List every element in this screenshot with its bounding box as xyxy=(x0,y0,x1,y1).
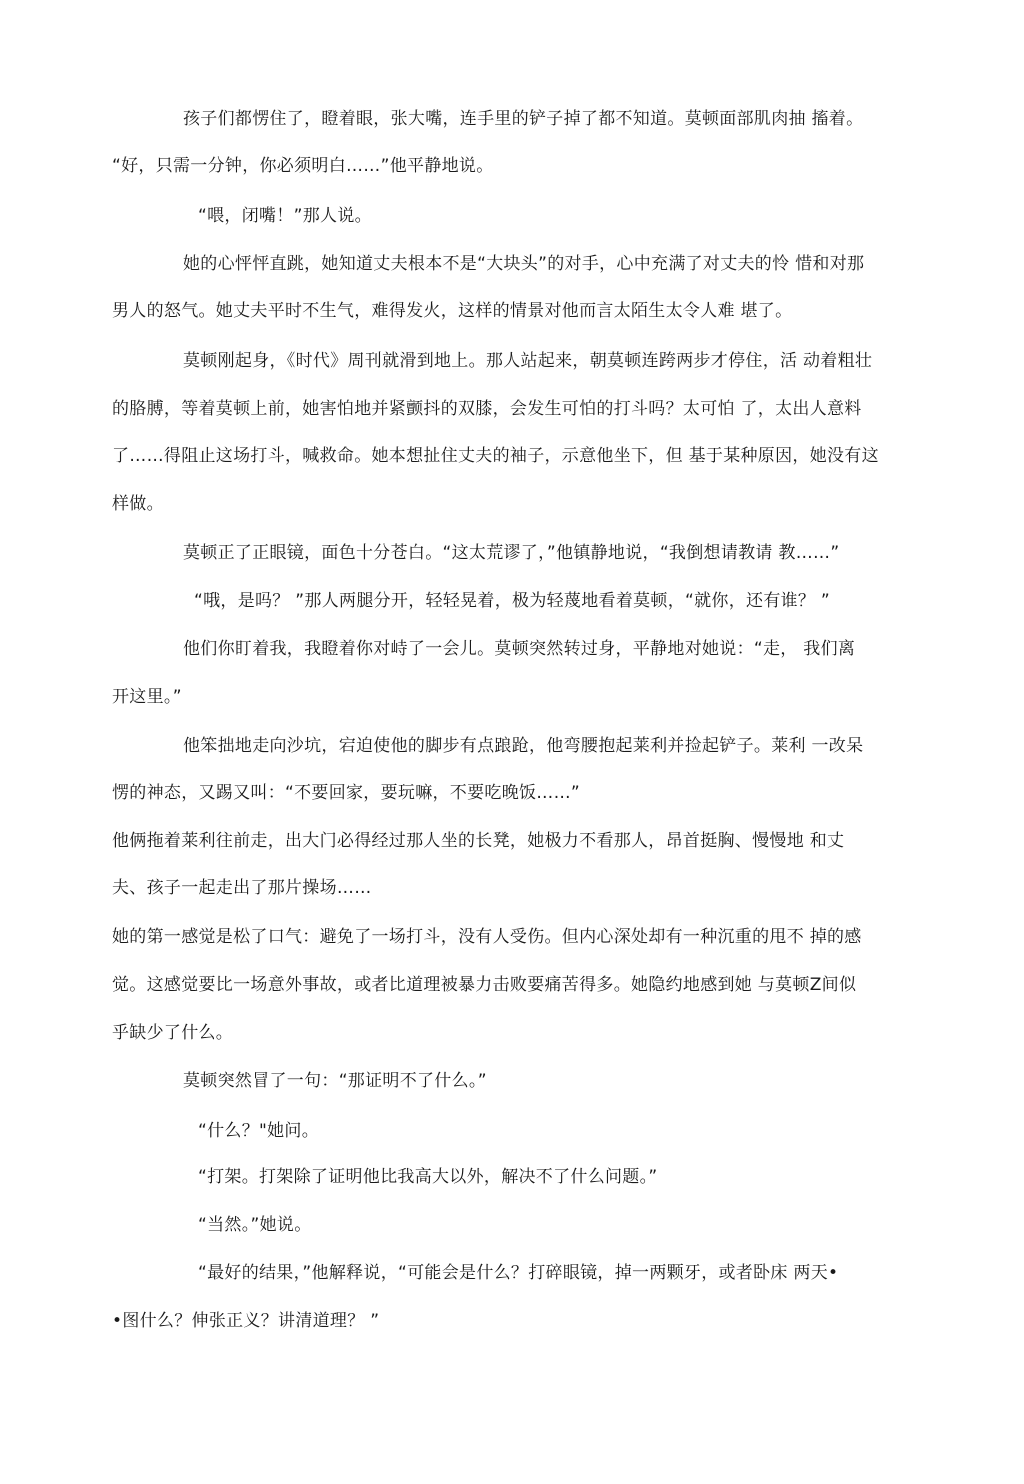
text-line: 开这里。” xyxy=(112,687,182,707)
text-line: 他笨拙地走向沙坑，宕迫使他的脚步有点踉跄，他弯腰抱起莱利并捡起铲子。莱利 一改呆 xyxy=(183,736,864,756)
text-line: 的胳膊，等着莫顿上前，她害怕地并紧颤抖的双膝，会发生可怕的打斗吗？太可怕 了，太出人意料 xyxy=(112,399,862,419)
text-line: 觉。这感觉要比一场意外事故，或者比道理被暴力击败要痛苦得多。她隐约地感到她 与莫顿Z间似 xyxy=(112,975,857,995)
text-line: 了……得阻止这场打斗，喊救命。她本想扯住丈夫的袖子，示意他坐下，但 基于某种原因，她没有这 xyxy=(112,446,879,466)
text-line: 乎缺少了什么。 xyxy=(112,1023,234,1043)
text-line: •图什么？伸张正义？讲清道理？ ” xyxy=(112,1311,380,1331)
text-line: 莫顿刚起身，《时代》周刊就滑到地上。那人站起来，朝莫顿连跨两步才停住，活 动着粗壮 xyxy=(183,351,873,371)
text-line: “当然。”她说。 xyxy=(198,1215,312,1235)
text-line: “打架。打架除了证明他比我高大以外，解决不了什么问题。” xyxy=(198,1167,658,1187)
text-line: 他俩拖着莱利往前走，出大门必得经过那人坐的长凳，她极力不看那人，昂首挺胸、慢慢地 和丈 xyxy=(112,831,845,851)
text-line: 样做。 xyxy=(112,494,164,514)
text-line: “好，只需一分钟，你必须明白……”他平静地说。 xyxy=(112,156,494,176)
text-line: “哦，是吗？ ”那人两腿分开，轻轻晃着，极为轻蔑地看着莫顿，“就你，还有谁？ ” xyxy=(194,591,831,611)
text-line: 他们你盯着我，我瞪着你对峙了一会儿。莫顿突然转过身，平静地对她说：“走， 我们离 xyxy=(183,639,856,659)
text-line: 莫顿突然冒了一句：“那证明不了什么。” xyxy=(183,1071,487,1091)
text-line: 夫、孩子一起走出了那片操场…… xyxy=(112,878,372,898)
text-line: “什么？"她问。 xyxy=(198,1121,320,1141)
text-line: 她的心怦怦直跳，她知道丈夫根本不是“大块头”的对手，心中充满了对丈夫的怜 惜和对那 xyxy=(183,254,865,274)
text-line: 她的第一感觉是松了口气：避免了一场打斗，没有人受伤。但内心深处却有一种沉重的甩不 掉的感 xyxy=(112,927,862,947)
text-line: 愣的神态，又踢又叫：“不要回家，要玩嘛，不要吃晚饭……” xyxy=(112,783,581,803)
text-line: 孩子们都愣住了，瞪着眼，张大嘴，连手里的铲子掉了都不知道。莫顿面部肌肉抽 搐着。 xyxy=(183,109,864,129)
text-line: 男人的怒气。她丈夫平时不生气，难得发火，这样的情景对他而言太陌生太令人难 堪了。 xyxy=(112,301,793,321)
text-line: “最好的结果，”他解释说，“可能会是什么？打碎眼镜，掉一两颗牙，或者卧床 两天• xyxy=(198,1263,839,1283)
text-line: “喂，闭嘴！”那人说。 xyxy=(198,206,372,226)
text-line: 莫顿正了正眼镜，面色十分苍白。“这太荒谬了，”他镇静地说，“我倒想请教请 教……” xyxy=(183,543,840,563)
